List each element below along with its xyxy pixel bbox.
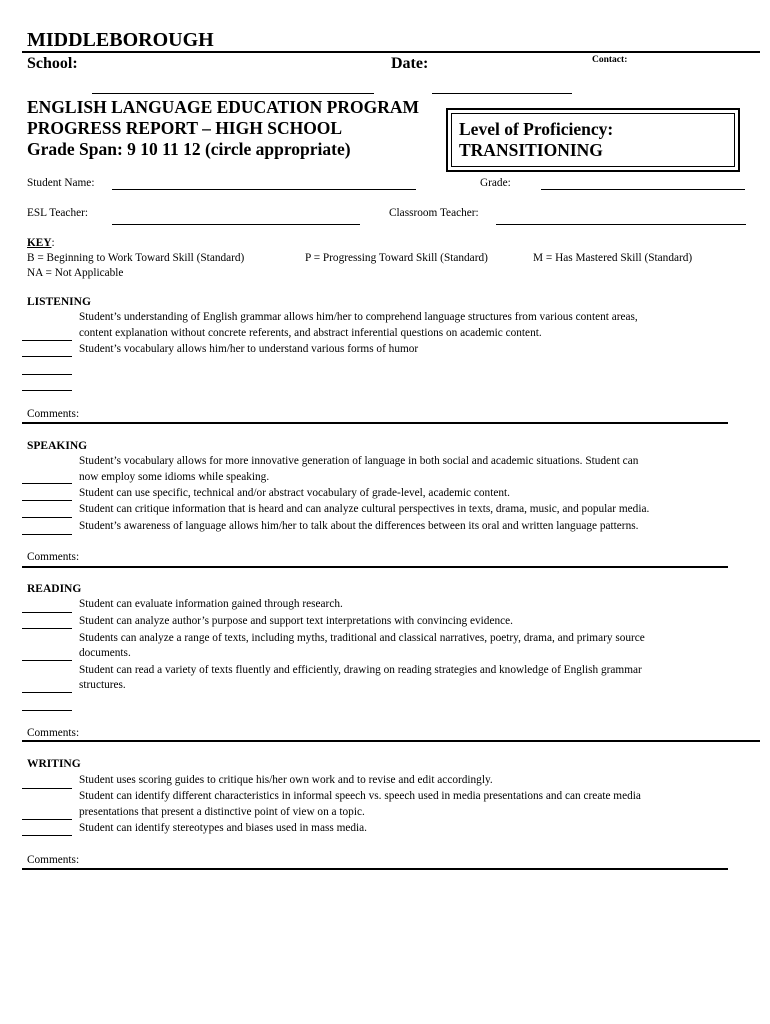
writing-rating-blank-1[interactable] [22, 788, 72, 789]
key-mastered: M = Has Mastered Skill (Standard) [533, 252, 693, 264]
header-rule [22, 51, 760, 53]
listening-rating-blank-3[interactable] [22, 374, 72, 375]
listening-comments-label: Comments: [27, 408, 80, 420]
reading-rating-blank-2[interactable] [22, 628, 72, 629]
speaking-comments-line[interactable] [22, 566, 728, 568]
speaking-rating-blank-1[interactable] [22, 483, 72, 484]
classroom-teacher-field[interactable] [496, 224, 746, 225]
reading-item-3-cont: documents. [79, 647, 131, 659]
listening-comments-line[interactable] [22, 422, 728, 424]
speaking-item-4: Student’s awareness of language allows him/her to talk about the differences between its oral and written language patterns. [79, 520, 639, 532]
reading-comments-label: Comments: [27, 727, 80, 739]
writing-title: WRITING [27, 758, 81, 770]
listening-rating-blank-4[interactable] [22, 390, 72, 391]
proficiency-label: Level of Proficiency: [459, 119, 614, 139]
grade-span: Grade Span: 9 10 11 12 (circle appropriate) [27, 139, 351, 159]
writing-item-3: Student can identify stereotypes and biases used in mass media. [79, 822, 368, 834]
speaking-rating-blank-3[interactable] [22, 517, 72, 518]
speaking-rating-blank-4[interactable] [22, 534, 72, 535]
contact-label: Contact: [592, 55, 628, 65]
listening-title: LISTENING [27, 296, 91, 308]
writing-rating-blank-2[interactable] [22, 819, 72, 820]
listening-item-1: Student’s understanding of English grammar allows him/her to comprehend language structures from various content areas, [79, 311, 638, 323]
writing-rating-blank-3[interactable] [22, 835, 72, 836]
key-label: KEY [27, 237, 52, 249]
speaking-rating-blank-2[interactable] [22, 500, 72, 501]
key-heading: KEY: [27, 237, 55, 249]
reading-item-3: Students can analyze a range of texts, including myths, traditional and classical narratives, poetry, drama, and primary source [79, 632, 645, 644]
listening-item-2: Student’s vocabulary allows him/her to understand various forms of humor [79, 343, 419, 355]
esl-teacher-field[interactable] [112, 224, 360, 225]
speaking-comments-label: Comments: [27, 551, 80, 563]
reading-item-1: Student can evaluate information gained through research. [79, 598, 343, 610]
date-field-line[interactable] [432, 93, 572, 94]
reading-rating-blank-4[interactable] [22, 692, 72, 693]
grade-label: Grade: [480, 177, 511, 189]
student-name-label: Student Name: [27, 177, 95, 189]
listening-item-1-cont: content explanation without concrete referents, and abstract inferential questions on academic content. [79, 327, 542, 339]
reading-rating-blank-5[interactable] [22, 710, 72, 711]
reading-comments-line[interactable] [22, 740, 760, 742]
listening-rating-blank-2[interactable] [22, 356, 72, 357]
speaking-item-2: Student can use specific, technical and/or abstract vocabulary of grade-level, academic content. [79, 487, 510, 499]
date-label: Date: [391, 55, 429, 72]
grade-field[interactable] [541, 189, 745, 190]
writing-item-2-cont: presentations that present a distinctive point of view on a topic. [79, 806, 365, 818]
writing-item-2: Student can identify different characteristics in informal speech vs. speech used in media presentations and can create media [79, 790, 641, 802]
writing-comments-label: Comments: [27, 854, 80, 866]
writing-comments-line[interactable] [22, 868, 728, 870]
district-name: MIDDLEBOROUGH [27, 29, 214, 51]
proficiency-value: TRANSITIONING [459, 140, 603, 160]
writing-item-1: Student uses scoring guides to critique his/her own work and to revise and edit accordingly. [79, 774, 493, 786]
esl-teacher-label: ESL Teacher: [27, 207, 89, 219]
reading-rating-blank-3[interactable] [22, 660, 72, 661]
speaking-item-3: Student can critique information that is heard and can analyze cultural perspectives in texts, drama, music, and popular media. [79, 503, 650, 515]
reading-title: READING [27, 583, 82, 595]
reading-item-4: Student can read a variety of texts fluently and efficiently, drawing on reading strategies and knowledge of English grammar [79, 664, 642, 676]
report-title: PROGRESS REPORT – HIGH SCHOOL [27, 118, 343, 138]
proficiency-box [446, 108, 740, 172]
reading-item-4-cont: structures. [79, 679, 126, 691]
classroom-teacher-label: Classroom Teacher: [389, 207, 479, 219]
speaking-item-1-cont: now employ some idioms while speaking. [79, 471, 270, 483]
program-title: ENGLISH LANGUAGE EDUCATION PROGRAM [27, 97, 419, 117]
school-label: School: [27, 55, 78, 72]
key-not-applicable: NA = Not Applicable [27, 267, 124, 279]
listening-rating-blank-1[interactable] [22, 340, 72, 341]
reading-rating-blank-1[interactable] [22, 612, 72, 613]
key-progressing: P = Progressing Toward Skill (Standard) [305, 252, 488, 264]
school-field-line[interactable] [92, 93, 374, 94]
speaking-item-1: Student’s vocabulary allows for more innovative generation of language in both social and academic situations. Student can [79, 455, 639, 467]
reading-item-2: Student can analyze author’s purpose and support text interpretations with convincing evidence. [79, 615, 513, 627]
student-name-field[interactable] [112, 189, 416, 190]
key-beginning: B = Beginning to Work Toward Skill (Standard) [27, 252, 245, 264]
speaking-title: SPEAKING [27, 440, 88, 452]
